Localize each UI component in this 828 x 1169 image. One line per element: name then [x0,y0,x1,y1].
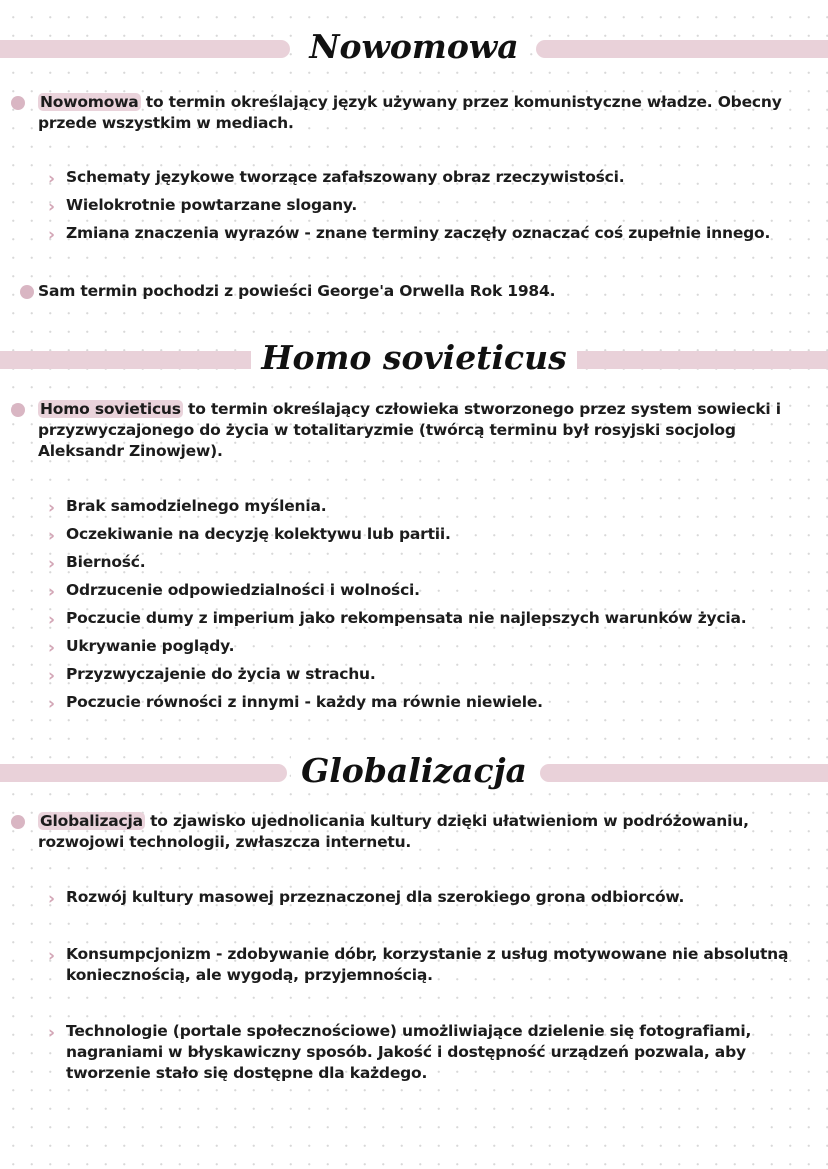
chevron-right-icon: › [48,526,55,546]
list-item: › Rozwój kultury masowej przeznaczonej dla szerokiego grona odbiorców. [48,888,685,909]
section-header-homo-sovieticus [0,333,828,389]
section-title: Homo sovieticus [0,333,828,383]
definition-paragraph [38,92,783,134]
definition-paragraph [38,811,783,853]
list-item: › Konsumpcjonizm - zdobywanie dóbr, korzystanie z usług motywowane nie absolutną koniecznością, ale wygodą, przyjemnością. [48,945,789,984]
definition-paragraph [38,399,783,462]
section-header-globalizacja [0,746,828,802]
definition-text: to zjawisko ujednolicania kultury dzięki ułatwieniom w podróżowaniu, rozwojowi technologii, zwłaszcza internetu. [38,812,749,851]
list-item: › Oczekiwanie na decyzję kolektywu lub partii. [48,525,451,546]
chevron-right-icon: › [48,582,55,602]
chevron-right-icon: › [48,554,55,574]
list-item: › Schematy językowe tworzące zafałszowany obraz rzeczywistości. [48,168,625,189]
chevron-right-icon: › [48,946,55,966]
chevron-right-icon: › [48,197,55,217]
bullet-dot-icon [20,285,34,299]
list-item: › Brak samodzielnego myślenia. [48,497,327,518]
chevron-right-icon: › [48,169,55,189]
list-item: › Ukrywanie poglądy. [48,637,235,658]
term-highlight: Homo sovieticus [40,400,181,418]
note-paragraph: Sam termin pochodzi z powieści George'a Orwella Rok 1984. [38,282,556,300]
chevron-right-icon: › [48,889,55,909]
list-item: › Wielokrotnie powtarzane slogany. [48,196,358,217]
list-item: › Poczucie dumy z imperium jako rekompensata nie najlepszych warunków życia. [48,609,747,630]
list-item: › Technologie (portale społecznościowe) umożliwiające dzielenie się fotografiami, nagraniami w błyskawiczny sposób. Jakość i dostępność urządzeń pozwala, aby tworzenie stało się dostępne dla każdego. [48,1022,752,1082]
term-highlight: Globalizacja [40,812,143,830]
list-item: › Bierność. [48,553,146,574]
section-title: Globalizacja [0,746,828,796]
chevron-right-icon: › [48,638,55,658]
chevron-right-icon: › [48,225,55,245]
list-item: › Przyzwyczajenie do życia w strachu. [48,665,376,686]
definition-text: to termin określający człowieka stworzonego przez system sowiecki i przyzwyczajonego do życia w totalitaryzmie (twórcą terminu był rosyjski socjolog Aleksandr Zinowjew). [38,400,781,460]
definition-text: to termin określający język używany przez komunistyczne władze. Obecny przede wszystkim w mediach. [38,93,782,132]
chevron-right-icon: › [48,694,55,714]
bullet-dot-icon [11,403,25,417]
list-item: › Zmiana znaczenia wyrazów - znane terminy zaczęły oznaczać coś zupełnie innego. [48,224,771,245]
chevron-right-icon: › [48,610,55,630]
list-item: › Poczucie równości z innymi - każdy ma równie niewiele. [48,693,543,714]
list-item: › Odrzucenie odpowiedzialności i wolności. [48,581,420,602]
bullet-dot-icon [11,96,25,110]
chevron-right-icon: › [48,1023,55,1043]
section-header-nowomowa [0,22,828,78]
section-title: Nowomowa [0,22,828,72]
chevron-right-icon: › [48,498,55,518]
bullet-dot-icon [11,815,25,829]
term-highlight: Nowomowa [40,93,139,111]
chevron-right-icon: › [48,666,55,686]
